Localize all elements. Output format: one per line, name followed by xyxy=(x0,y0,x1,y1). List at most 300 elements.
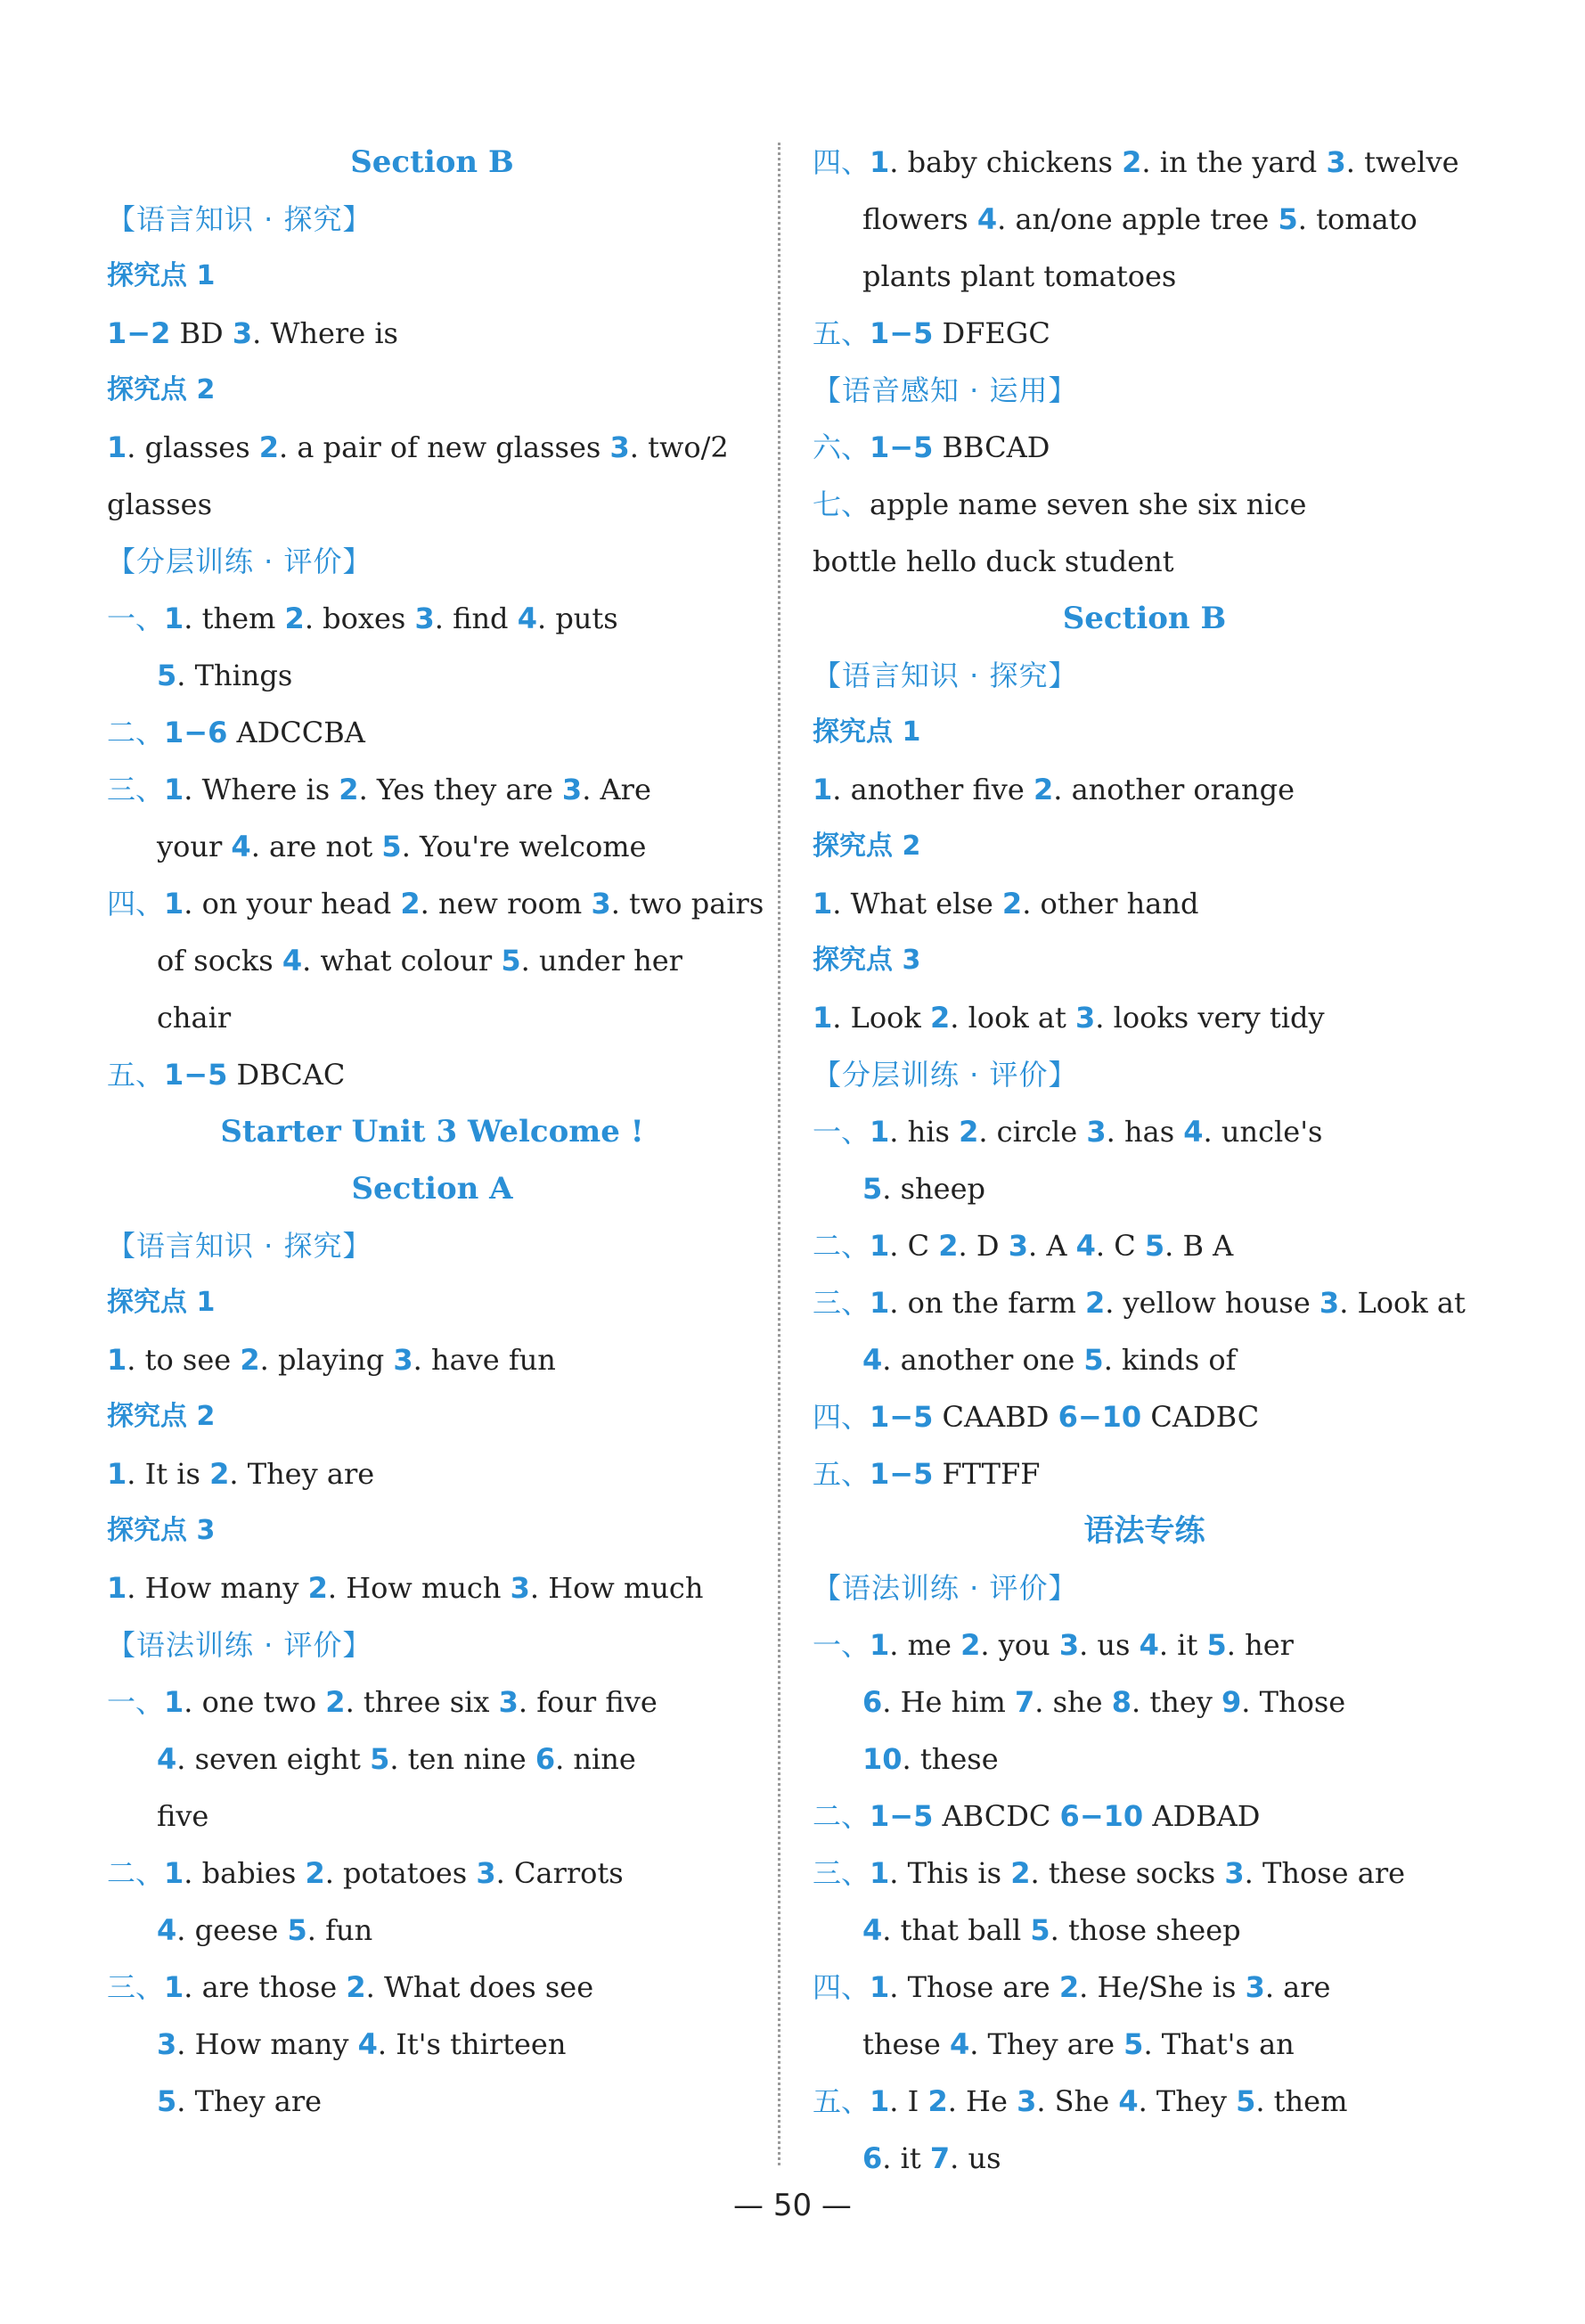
answer-text: flowers xyxy=(862,202,977,236)
question-number: 3 xyxy=(393,1343,413,1377)
answer-text: CADBC xyxy=(1141,1400,1260,1434)
answer-text: . They are xyxy=(176,2084,323,2118)
question-number: 3 xyxy=(1224,1856,1245,1890)
question-number: 4 xyxy=(1183,1115,1204,1149)
question-number: 5 xyxy=(1236,2084,1256,2118)
exploration-point-label: 探究点 2 xyxy=(813,831,921,862)
question-number: 3 xyxy=(1017,2084,1037,2118)
exploration-point-label: 探究点 1 xyxy=(107,1287,216,1318)
answer-line xyxy=(107,704,757,761)
answer-text: . those sheep xyxy=(1050,1913,1241,1947)
question-number: 4 xyxy=(1075,1229,1096,1263)
answer-text: . me xyxy=(889,1628,961,1662)
question-number: 5 xyxy=(1123,2027,1144,2061)
question-number: 1 xyxy=(164,601,184,635)
answer-text: five xyxy=(157,1799,209,1833)
question-number: 4 xyxy=(231,830,251,863)
answer-line xyxy=(813,1103,1476,1160)
question-number: 1 xyxy=(107,1457,127,1491)
answer-text: . What does see xyxy=(365,1970,594,2004)
question-number: 3 xyxy=(1326,145,1346,179)
question-number: 3 xyxy=(1058,1628,1080,1662)
question-number: 4 xyxy=(157,1913,177,1947)
answer-text: . She xyxy=(1036,2084,1119,2118)
answer-text: . kinds of xyxy=(1103,1343,1237,1377)
question-number: 4 xyxy=(157,1742,177,1776)
answer-line xyxy=(157,1731,757,1788)
answer-text: . sheep xyxy=(882,1172,985,1206)
answer-text: . find xyxy=(434,601,518,635)
answer-text: . They are xyxy=(229,1457,375,1491)
question-number: 5 xyxy=(1144,1229,1165,1263)
question-number: 2 xyxy=(927,2084,948,2118)
answer-text: BBCAD xyxy=(933,430,1050,464)
question-number: 3 xyxy=(591,887,611,921)
answer-line xyxy=(107,1559,757,1616)
answer-text: . He/She is xyxy=(1079,1970,1246,2004)
question-number: 5 xyxy=(381,830,402,863)
answer-text: . they xyxy=(1132,1685,1221,1719)
answer-text: . you xyxy=(980,1628,1059,1662)
part-numeral: 七、 xyxy=(813,487,870,521)
answer-text: . You're welcome xyxy=(401,830,647,863)
section-bracket-title: 【语言知识 · 探究】 xyxy=(813,659,1078,692)
part-numeral: 一、 xyxy=(107,1685,165,1719)
answer-text: . two pairs xyxy=(610,887,764,921)
question-number: 1 xyxy=(164,1970,184,2004)
answer-line xyxy=(862,1902,1476,1959)
question-number: 2 xyxy=(400,887,421,921)
answer-line xyxy=(813,761,1476,818)
answer-text: . seven eight xyxy=(176,1742,371,1776)
exploration-point-label: 探究点 3 xyxy=(107,1515,216,1546)
answer-line xyxy=(107,1331,757,1388)
answer-text: . a pair of new glasses xyxy=(279,430,610,464)
section-bracket-title: 【语法训练 · 评价】 xyxy=(813,1571,1078,1605)
answer-text: chair xyxy=(157,1001,232,1035)
question-number: 7 xyxy=(929,2141,951,2175)
answer-text: . Look xyxy=(832,1001,930,1035)
answer-line xyxy=(862,248,1476,305)
section-bracket-title: 【分层训练 · 评价】 xyxy=(813,1058,1078,1092)
answer-text: . Look at xyxy=(1339,1286,1466,1320)
part-numeral: 三、 xyxy=(107,1970,165,2004)
answer-text: . Where is xyxy=(252,316,398,350)
question-number: 1 xyxy=(870,1229,890,1263)
question-number: 1−5 xyxy=(164,1058,228,1092)
answer-text: . puts xyxy=(536,601,618,635)
answer-line xyxy=(107,419,757,476)
answer-line xyxy=(107,590,757,647)
answer-line xyxy=(813,1959,1476,2016)
question-number: 6−10 xyxy=(1058,1400,1142,1434)
part-numeral: 四、 xyxy=(813,1970,870,2004)
question-number: 5 xyxy=(1278,202,1298,236)
question-number: 4 xyxy=(517,601,537,635)
question-number: 3 xyxy=(1245,1970,1265,2004)
part-numeral: 二、 xyxy=(107,716,165,749)
answer-text: . twelve xyxy=(1345,145,1459,179)
question-number: 3 xyxy=(561,773,583,806)
answer-text: . boxes xyxy=(304,601,415,635)
question-number: 10 xyxy=(862,1742,903,1776)
answer-text: . look at xyxy=(950,1001,1075,1035)
answer-text: ADCCBA xyxy=(227,716,365,749)
question-number: 2 xyxy=(284,601,305,635)
exploration-point-label: 探究点 3 xyxy=(813,945,921,976)
answer-line xyxy=(107,1959,757,2016)
question-number: 4 xyxy=(949,2027,970,2061)
question-number: 3 xyxy=(1319,1286,1340,1320)
question-number: 1 xyxy=(870,145,890,179)
answer-text: your xyxy=(157,830,232,863)
question-number: 1 xyxy=(107,430,127,464)
question-number: 2 xyxy=(959,1115,979,1149)
answer-line xyxy=(157,1902,757,1959)
part-numeral: 五、 xyxy=(813,316,870,350)
answer-text: . C xyxy=(1095,1229,1145,1263)
question-number: 1 xyxy=(164,1856,184,1890)
answer-text: . How many xyxy=(127,1571,308,1605)
answer-text: . that ball xyxy=(882,1913,1031,1947)
answer-text: . He xyxy=(947,2084,1017,2118)
part-numeral: 四、 xyxy=(813,1400,870,1434)
answer-text: . C xyxy=(889,1229,939,1263)
section-bracket-title: 【语音感知 · 运用】 xyxy=(813,373,1078,407)
page-number: — 50 — xyxy=(733,2188,852,2223)
answer-text: . her xyxy=(1226,1628,1294,1662)
answer-text: DBCAC xyxy=(227,1058,346,1092)
question-number: 2 xyxy=(938,1229,959,1263)
answer-text: . How many xyxy=(176,2027,358,2061)
answer-text: . has xyxy=(1106,1115,1184,1149)
answer-text: . them xyxy=(1255,2084,1348,2118)
answer-line xyxy=(813,419,1476,476)
question-number: 3 xyxy=(414,601,435,635)
question-number: 3 xyxy=(232,316,253,350)
part-numeral: 六、 xyxy=(813,430,870,464)
answer-text: . baby chickens xyxy=(889,145,1123,179)
answer-text: . it xyxy=(1158,1628,1207,1662)
answer-text: . He him xyxy=(882,1685,1015,1719)
part-numeral: 五、 xyxy=(107,1058,165,1092)
question-number: 2 xyxy=(240,1343,260,1377)
part-numeral: 三、 xyxy=(813,1286,870,1320)
answer-text: . she xyxy=(1034,1685,1112,1719)
answer-text: . Those are xyxy=(1244,1856,1406,1890)
answer-text: . D xyxy=(958,1229,1009,1263)
answer-line xyxy=(862,1731,1476,1788)
answer-line xyxy=(813,1388,1476,1445)
question-number: 2 xyxy=(1084,1286,1106,1320)
question-number: 3 xyxy=(609,430,630,464)
question-number: 2 xyxy=(1033,773,1054,806)
question-number: 5 xyxy=(862,1172,883,1206)
answer-line xyxy=(107,305,757,362)
answer-text: . playing xyxy=(259,1343,394,1377)
question-number: 1 xyxy=(813,1001,833,1035)
question-number: 1 xyxy=(870,1286,890,1320)
question-number: 5 xyxy=(1030,1913,1050,1947)
question-number: 3 xyxy=(1086,1115,1107,1149)
question-number: 2 xyxy=(339,773,359,806)
section-heading: Section A xyxy=(351,1171,513,1207)
question-number: 8 xyxy=(1111,1685,1132,1719)
answer-line xyxy=(813,1845,1476,1902)
answer-line xyxy=(107,761,757,818)
answer-line xyxy=(862,191,1476,248)
question-number: 1 xyxy=(164,887,184,921)
part-numeral: 五、 xyxy=(813,2084,870,2118)
answer-text: . glasses xyxy=(127,430,259,464)
question-number: 1−6 xyxy=(164,716,228,749)
answer-text: . fun xyxy=(306,1913,373,1947)
question-number: 2 xyxy=(305,1856,325,1890)
answer-text: . A xyxy=(1027,1229,1076,1263)
question-number: 1 xyxy=(870,1115,890,1149)
answer-text: . under her xyxy=(520,944,682,978)
answer-text: . Things xyxy=(176,659,293,692)
answer-text: FTTFF xyxy=(933,1457,1041,1491)
question-number: 5 xyxy=(287,1913,307,1947)
answer-text: . an/one apple tree xyxy=(997,202,1279,236)
answer-line xyxy=(862,2130,1476,2187)
section-bracket-title: 【分层训练 · 评价】 xyxy=(107,544,372,578)
answer-text: . new room xyxy=(420,887,592,921)
answer-text: . what colour xyxy=(302,944,502,978)
part-numeral: 三、 xyxy=(813,1856,870,1890)
answer-line xyxy=(813,2073,1476,2130)
question-number: 9 xyxy=(1221,1685,1242,1719)
question-number: 1 xyxy=(870,2084,890,2118)
answer-text: these xyxy=(862,2027,950,2061)
answer-text: . three six xyxy=(345,1685,499,1719)
part-numeral: 一、 xyxy=(107,601,165,635)
answer-text: . yellow house xyxy=(1105,1286,1319,1320)
answer-text: . They xyxy=(1138,2084,1237,2118)
answer-line xyxy=(813,476,1476,533)
part-numeral: 五、 xyxy=(813,1457,870,1491)
question-number: 3 xyxy=(1008,1229,1028,1263)
question-number: 4 xyxy=(862,1913,883,1947)
answer-text: glasses xyxy=(107,487,212,521)
answer-line xyxy=(107,1845,757,1902)
answer-line xyxy=(157,932,757,989)
answer-text: . Carrots xyxy=(495,1856,624,1890)
answer-line xyxy=(813,1217,1476,1274)
answer-line xyxy=(862,2016,1476,2073)
answer-text: . What else xyxy=(832,887,1002,921)
exploration-point-label: 探究点 2 xyxy=(107,374,216,405)
question-number: 1 xyxy=(164,773,184,806)
question-number: 2 xyxy=(929,1001,951,1035)
question-number: 1 xyxy=(107,1343,127,1377)
answer-line xyxy=(107,875,764,932)
section-heading: 语法专练 xyxy=(1083,1513,1205,1549)
answer-text: . four five xyxy=(518,1685,658,1719)
answer-line xyxy=(813,989,1476,1046)
question-number: 6 xyxy=(862,1685,883,1719)
answer-text: . on the farm xyxy=(889,1286,1085,1320)
answer-text: . babies xyxy=(184,1856,306,1890)
question-number: 1−5 xyxy=(870,316,934,350)
answer-line xyxy=(157,989,757,1046)
question-number: 3 xyxy=(476,1856,496,1890)
question-number: 2 xyxy=(1010,1856,1031,1890)
answer-line xyxy=(813,1274,1476,1331)
question-number: 2 xyxy=(1122,145,1142,179)
question-number: 2 xyxy=(209,1457,230,1491)
answer-line xyxy=(813,1445,1476,1502)
question-number: 4 xyxy=(1118,2084,1139,2118)
question-number: 3 xyxy=(157,2027,177,2061)
section-heading: Section B xyxy=(1062,601,1227,636)
answer-text: . This is xyxy=(889,1856,1011,1890)
answer-text: . Those xyxy=(1241,1685,1346,1719)
question-number: 1 xyxy=(813,773,833,806)
section-heading: Starter Unit 3 Welcome ! xyxy=(220,1114,644,1150)
answer-text: . How much xyxy=(327,1571,511,1605)
question-number: 1 xyxy=(107,1571,127,1605)
answer-line xyxy=(813,533,1476,590)
question-number: 3 xyxy=(510,1571,530,1605)
part-numeral: 二、 xyxy=(813,1229,870,1263)
answer-line xyxy=(813,875,1476,932)
exploration-point-label: 探究点 2 xyxy=(107,1401,216,1432)
answer-text: . How much xyxy=(529,1571,704,1605)
question-number: 1 xyxy=(870,1628,890,1662)
answer-text: plants plant tomatoes xyxy=(862,259,1177,293)
question-number: 1−5 xyxy=(870,1400,934,1434)
answer-text: . one two xyxy=(184,1685,326,1719)
question-number: 7 xyxy=(1014,1685,1035,1719)
question-number: 2 xyxy=(960,1628,981,1662)
answer-line xyxy=(157,2073,757,2130)
question-number: 5 xyxy=(1083,1343,1104,1377)
answer-text: . to see xyxy=(127,1343,241,1377)
answer-text: . are those xyxy=(184,1970,347,2004)
answer-text: . us xyxy=(950,2141,1001,2175)
answer-text: . uncle's xyxy=(1203,1115,1323,1149)
question-number: 2 xyxy=(1058,1970,1080,2004)
answer-text: . circle xyxy=(978,1115,1087,1149)
answer-line xyxy=(862,1331,1476,1388)
question-number: 4 xyxy=(1139,1628,1159,1662)
answer-text: . It is xyxy=(127,1457,210,1491)
part-numeral: 三、 xyxy=(107,773,165,806)
answer-text: . B A xyxy=(1164,1229,1234,1263)
question-number: 5 xyxy=(157,659,177,692)
answer-text: . them xyxy=(184,601,285,635)
answer-line xyxy=(107,1673,757,1731)
answer-text: . Where is xyxy=(184,773,339,806)
answer-text: . Those are xyxy=(889,1970,1059,2004)
answer-text: . these xyxy=(902,1742,999,1776)
question-number: 1 xyxy=(813,887,833,921)
answer-text: . Yes they are xyxy=(358,773,562,806)
question-number: 6−10 xyxy=(1059,1799,1144,1833)
answer-line xyxy=(813,305,1476,362)
answer-text: . tomato xyxy=(1297,202,1418,236)
answer-text: . on your head xyxy=(184,887,401,921)
question-number: 1 xyxy=(164,1685,184,1719)
question-number: 2 xyxy=(307,1571,328,1605)
answer-text: . in the yard xyxy=(1141,145,1327,179)
question-number: 1−5 xyxy=(870,1799,934,1833)
answer-line xyxy=(813,1616,1476,1673)
answer-text: . potatoes xyxy=(324,1856,477,1890)
question-number: 1−5 xyxy=(870,1457,934,1491)
answer-line xyxy=(157,1788,757,1845)
section-bracket-title: 【语言知识 · 探究】 xyxy=(107,202,372,236)
question-number: 2 xyxy=(1001,887,1023,921)
question-number: 1 xyxy=(870,1856,890,1890)
answer-text: . these socks xyxy=(1030,1856,1225,1890)
answer-text: . It's thirteen xyxy=(377,2027,567,2061)
answer-text: ADBAD xyxy=(1143,1799,1261,1833)
answer-line xyxy=(107,476,757,533)
answer-text: . geese xyxy=(176,1913,288,1947)
answer-text: of socks xyxy=(157,944,282,978)
answer-text: DFEGC xyxy=(933,316,1050,350)
answer-line xyxy=(107,1046,757,1103)
section-heading: Section B xyxy=(350,144,514,180)
question-number: 2 xyxy=(325,1685,346,1719)
question-number: 2 xyxy=(258,430,280,464)
answer-text: . another five xyxy=(832,773,1034,806)
answer-text: . ten nine xyxy=(389,1742,535,1776)
answer-text: . us xyxy=(1079,1628,1140,1662)
question-number: 5 xyxy=(501,944,521,978)
answer-text: . another one xyxy=(882,1343,1084,1377)
section-bracket-title: 【语言知识 · 探究】 xyxy=(107,1229,372,1263)
answer-text: BD xyxy=(170,316,233,350)
question-number: 1−5 xyxy=(870,430,934,464)
exploration-point-label: 探究点 1 xyxy=(813,716,921,748)
question-number: 4 xyxy=(862,1343,883,1377)
question-number: 1 xyxy=(870,1970,890,2004)
question-number: 1−2 xyxy=(107,316,171,350)
answer-text: CAABD xyxy=(933,1400,1058,1434)
column-divider xyxy=(778,143,780,2165)
answer-text: apple name seven she six nice xyxy=(870,487,1307,521)
question-number: 6 xyxy=(862,2141,883,2175)
question-number: 4 xyxy=(282,944,303,978)
question-number: 5 xyxy=(370,1742,390,1776)
question-number: 3 xyxy=(498,1685,519,1719)
exploration-point-label: 探究点 1 xyxy=(107,260,216,291)
answer-text: . his xyxy=(889,1115,960,1149)
answer-line xyxy=(157,647,757,704)
answer-text: . That's an xyxy=(1143,2027,1295,2061)
part-numeral: 四、 xyxy=(107,887,165,921)
answer-text: . Are xyxy=(582,773,651,806)
question-number: 4 xyxy=(976,202,998,236)
answer-text: . it xyxy=(882,2141,930,2175)
section-bracket-title: 【语法训练 · 评价】 xyxy=(107,1628,372,1662)
question-number: 5 xyxy=(1206,1628,1227,1662)
part-numeral: 一、 xyxy=(813,1628,870,1662)
part-numeral: 二、 xyxy=(813,1799,870,1833)
answer-text: . are xyxy=(1264,1970,1331,2004)
answer-text: . are not xyxy=(250,830,382,863)
answer-text: . other hand xyxy=(1022,887,1199,921)
answer-text: . have fun xyxy=(413,1343,556,1377)
answer-text: bottle hello duck student xyxy=(813,544,1174,578)
answer-text: . another orange xyxy=(1053,773,1295,806)
answer-line xyxy=(862,1160,1476,1217)
answer-line xyxy=(813,134,1476,191)
